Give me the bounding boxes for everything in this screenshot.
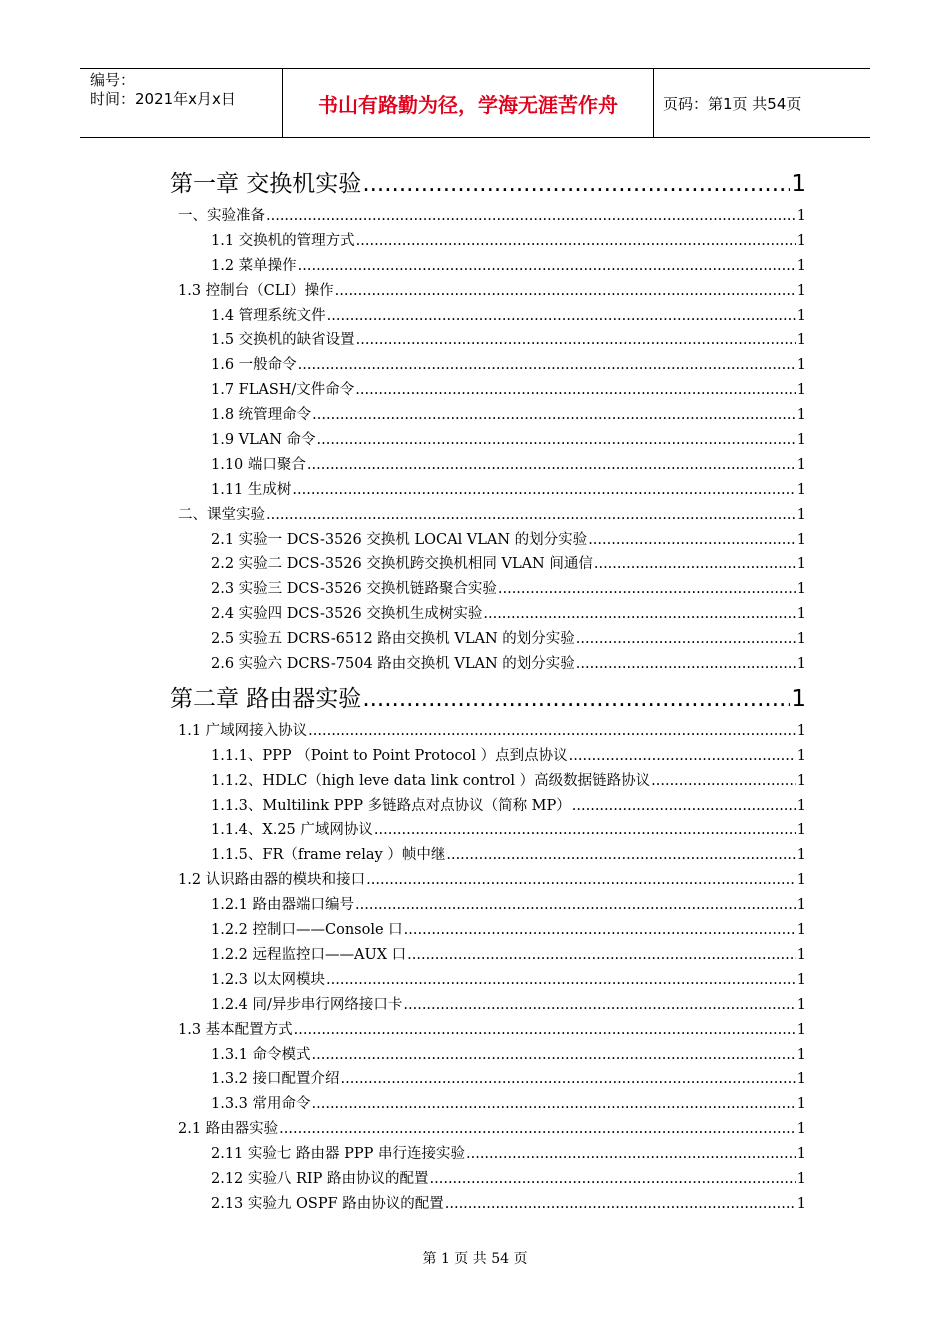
toc-entry[interactable] (170, 1167, 806, 1192)
header-left-cell (80, 69, 282, 137)
toc-page-number: 1 (796, 897, 806, 914)
toc-page-number: 1 (796, 872, 806, 889)
toc-page-number: 1 (796, 1096, 806, 1113)
toc-page-number: 1 (796, 772, 806, 789)
toc-entry-title: 1.8 统管理命令 (211, 407, 312, 424)
toc-dot-leader (356, 229, 796, 254)
toc-dot-leader (355, 893, 796, 918)
toc-entry[interactable] (170, 1018, 806, 1043)
toc-entry-title: 1.1 广域网接入协议 (178, 722, 308, 739)
toc-entry-title: 1.2 认识路由器的模块和接口 (178, 872, 366, 889)
toc-entry-title: 2.11 实验七 路由器 PPP 串行连接实验 (211, 1146, 465, 1163)
toc-page-number: 1 (796, 531, 806, 548)
toc-page-number: 1 (796, 631, 806, 648)
toc-dot-leader (446, 843, 795, 868)
toc-entry[interactable] (170, 1192, 806, 1217)
toc-page-number: 1 (796, 506, 806, 523)
toc-dot-leader (374, 818, 796, 843)
toc-entry[interactable] (170, 744, 806, 769)
toc-dot-leader (294, 1018, 796, 1043)
toc-entry-title: 1.2.2 远程监控口——AUX 口 (211, 946, 407, 963)
toc-dot-leader (366, 868, 796, 893)
toc-dot-leader (362, 168, 790, 200)
toc-entry-title: 2.5 实验五 DCRS-6512 路由交换机 VLAN 的划分实验 (211, 631, 575, 648)
toc-entry[interactable] (170, 627, 806, 652)
toc-entry[interactable] (170, 378, 806, 403)
toc-entry-title: 第一章 交换机实验 (170, 171, 362, 197)
toc-dot-leader (594, 552, 796, 577)
toc-page-number: 1 (791, 171, 806, 197)
toc-entry-title: 1.2 菜单操作 (211, 257, 297, 274)
toc-page-number: 1 (796, 332, 806, 349)
toc-page-number: 1 (791, 685, 806, 712)
toc-entry-title: 1.10 端口聚合 (211, 456, 306, 473)
toc-page-number: 1 (796, 481, 806, 498)
toc-entry-title: 1.1.5、FR（frame relay ）帧中继 (211, 847, 446, 864)
toc-entry[interactable] (170, 868, 806, 893)
toc-entry[interactable] (170, 1043, 806, 1068)
toc-entry[interactable] (170, 818, 806, 843)
toc-dot-leader (308, 719, 796, 744)
toc-entry[interactable] (170, 577, 806, 602)
toc-entry-title: 1.3.3 常用命令 (211, 1096, 311, 1113)
toc-entry-title: 1.1 交换机的管理方式 (211, 232, 355, 249)
toc-page-number: 1 (796, 1195, 806, 1212)
toc-entry-title: 1.6 一般命令 (211, 357, 297, 374)
toc-dot-leader (569, 744, 796, 769)
toc-page-number: 1 (796, 747, 806, 764)
toc-entry-title: 1.2.3 以太网模块 (211, 971, 326, 988)
toc-dot-leader (588, 528, 796, 553)
toc-entry[interactable] (170, 1117, 806, 1142)
toc-entry[interactable] (170, 943, 806, 968)
toc-dot-leader (407, 943, 796, 968)
toc-dot-leader (572, 794, 796, 819)
toc-page-number: 1 (796, 407, 806, 424)
toc-entry-title: 2.12 实验八 RIP 路由协议的配置 (211, 1170, 429, 1187)
toc-dot-leader (266, 503, 796, 528)
toc-dot-leader (298, 353, 796, 378)
toc-entry[interactable] (170, 204, 806, 229)
toc-dot-leader (298, 254, 796, 279)
toc-page-number: 1 (796, 208, 806, 224)
toc-page-number: 1 (796, 257, 806, 274)
toc-entry-title: 1.9 VLAN 命令 (211, 432, 316, 449)
toc-entry[interactable] (170, 1142, 806, 1167)
toc-entry[interactable] (170, 968, 806, 993)
toc-page-number: 1 (796, 581, 806, 598)
header-page-info: 页码：第1页 共54页 (663, 94, 802, 113)
toc-dot-leader (266, 204, 796, 229)
toc-page-number: 1 (796, 282, 806, 299)
toc-page-number: 1 (796, 946, 806, 963)
toc-page-number: 1 (796, 606, 806, 623)
toc-dot-leader (466, 1142, 796, 1167)
page-header (80, 68, 870, 138)
toc-dot-leader (576, 627, 796, 652)
toc-entry-title: 1.3.2 接口配置介绍 (211, 1071, 340, 1088)
toc-page-number: 1 (796, 822, 806, 839)
toc-dot-leader (403, 993, 795, 1018)
toc-chapter-entry[interactable] (170, 168, 806, 200)
toc-entry-title: 1.7 FLASH/文件命令 (211, 382, 355, 399)
toc-dot-leader (651, 769, 796, 794)
toc-entry[interactable] (170, 279, 806, 304)
toc-entry-title: 2.6 实验六 DCRS-7504 路由交换机 VLAN 的划分实验 (211, 656, 575, 673)
toc-entry[interactable] (170, 893, 806, 918)
toc-page-number: 1 (796, 307, 806, 324)
toc-page-number: 1 (796, 432, 806, 449)
toc-page-number: 1 (796, 1146, 806, 1163)
toc-dot-leader (576, 652, 796, 677)
header-motto-cell (282, 69, 654, 137)
toc-entry-title: 2.1 实验一 DCS-3526 交换机 LOCAl VLAN 的划分实验 (211, 531, 588, 548)
toc-page-number: 1 (796, 357, 806, 374)
toc-page-number: 1 (796, 847, 806, 864)
toc-dot-leader (362, 683, 790, 715)
toc-entry-title: 1.1.3、Multilink PPP 多链路点对点协议（简称 MP） (211, 797, 571, 814)
toc-entry-title: 1.3.1 命令模式 (211, 1046, 311, 1063)
toc-page-number: 1 (796, 1071, 806, 1088)
toc-entry[interactable] (170, 552, 806, 577)
toc-entry[interactable] (170, 503, 806, 528)
toc-entry[interactable] (170, 843, 806, 868)
document-code-label: 编号： (90, 71, 136, 89)
toc-entry-title: 1.4 管理系统文件 (211, 307, 326, 324)
toc-dot-leader (445, 1192, 796, 1217)
toc-dot-leader (430, 1167, 796, 1192)
toc-entry[interactable] (170, 254, 806, 279)
toc-entry[interactable] (170, 652, 806, 677)
toc-page-number: 1 (796, 971, 806, 988)
toc-dot-leader (356, 328, 796, 353)
toc-entry-title: 1.2.2 控制口——Console 口 (211, 922, 403, 939)
toc-entry[interactable] (170, 453, 806, 478)
toc-dot-leader (312, 1043, 796, 1068)
toc-dot-leader (404, 918, 796, 943)
toc-page-number: 1 (796, 556, 806, 573)
toc-page-number: 1 (796, 1021, 806, 1038)
toc-dot-leader (335, 279, 796, 304)
toc-entry[interactable] (170, 403, 806, 428)
toc-entry-title: 1.1.4、X.25 广域网协议 (211, 822, 373, 839)
toc-entry-title: 2.3 实验三 DCS-3526 交换机链路聚合实验 (211, 581, 497, 598)
toc-entry[interactable] (170, 353, 806, 378)
page-footer: 第 1 页 共 54 页 (422, 1251, 528, 1267)
document-date: 时间：2021年x月x日 (90, 90, 236, 108)
toc-page-number: 1 (796, 722, 806, 739)
toc-entry-title: 1.11 生成树 (211, 481, 292, 498)
toc-dot-leader (498, 577, 796, 602)
toc-entry-title: 二、课堂实验 (178, 506, 265, 523)
toc-dot-leader (341, 1067, 796, 1092)
toc-entry-title: 2.1 路由器实验 (178, 1121, 279, 1138)
header-motto: 书山有路勤为径，学海无涯苦作舟 (318, 92, 618, 117)
toc-chapter-entry[interactable] (170, 683, 806, 715)
toc-entry[interactable] (170, 528, 806, 553)
toc-dot-leader (292, 478, 795, 503)
toc-entry[interactable] (170, 918, 806, 943)
toc-dot-leader (307, 453, 796, 478)
toc-entry[interactable] (170, 993, 806, 1018)
toc-dot-leader (327, 304, 796, 329)
toc-page-number: 1 (796, 456, 806, 473)
toc-page-number: 1 (796, 656, 806, 673)
toc-entry[interactable] (170, 1067, 806, 1092)
toc-entry-title: 1.5 交换机的缺省设置 (211, 332, 355, 349)
toc-entry-title: 2.13 实验九 OSPF 路由协议的配置 (211, 1195, 444, 1212)
toc-page-number: 1 (796, 922, 806, 939)
toc-page-number: 1 (796, 1046, 806, 1063)
table-of-contents (170, 168, 806, 1217)
toc-entry[interactable] (170, 719, 806, 744)
toc-entry[interactable] (170, 304, 806, 329)
toc-entry[interactable] (170, 1092, 806, 1117)
toc-entry[interactable] (170, 794, 806, 819)
toc-dot-leader (483, 602, 795, 627)
toc-page-number: 1 (796, 797, 806, 814)
toc-page-number: 1 (796, 382, 806, 399)
toc-entry[interactable] (170, 428, 806, 453)
toc-entry[interactable] (170, 478, 806, 503)
toc-entry-title: 1.1.2、HDLC（high leve data link control ）高级数据链路协议 (211, 772, 651, 789)
toc-entry[interactable] (170, 328, 806, 353)
toc-entry-title: 一、实验准备 (178, 208, 265, 224)
toc-entry-title: 1.3 控制台（CLI）操作 (178, 282, 334, 299)
toc-entry-title: 1.3 基本配置方式 (178, 1021, 293, 1038)
toc-page-number: 1 (796, 232, 806, 249)
toc-dot-leader (317, 428, 796, 453)
toc-dot-leader (312, 403, 796, 428)
toc-entry-title: 1.2.4 同/异步串行网络接口卡 (211, 996, 403, 1013)
toc-dot-leader (326, 968, 796, 993)
toc-entry-title: 1.2.1 路由器端口编号 (211, 897, 355, 914)
toc-dot-leader (312, 1092, 796, 1117)
toc-page-number: 1 (796, 1121, 806, 1138)
toc-page-number: 1 (796, 996, 806, 1013)
toc-entry[interactable] (170, 769, 806, 794)
toc-dot-leader (279, 1117, 796, 1142)
toc-entry[interactable] (170, 602, 806, 627)
toc-entry-title: 第二章 路由器实验 (170, 685, 362, 712)
toc-dot-leader (355, 378, 795, 403)
toc-entry-title: 1.1.1、PPP （Point to Point Protocol ）点到点协议 (211, 747, 568, 764)
toc-entry[interactable] (170, 229, 806, 254)
toc-page-number: 1 (796, 1170, 806, 1187)
toc-entry-title: 2.2 实验二 DCS-3526 交换机跨交换机相同 VLAN 间通信 (211, 556, 593, 573)
toc-entry-title: 2.4 实验四 DCS-3526 交换机生成树实验 (211, 606, 483, 623)
